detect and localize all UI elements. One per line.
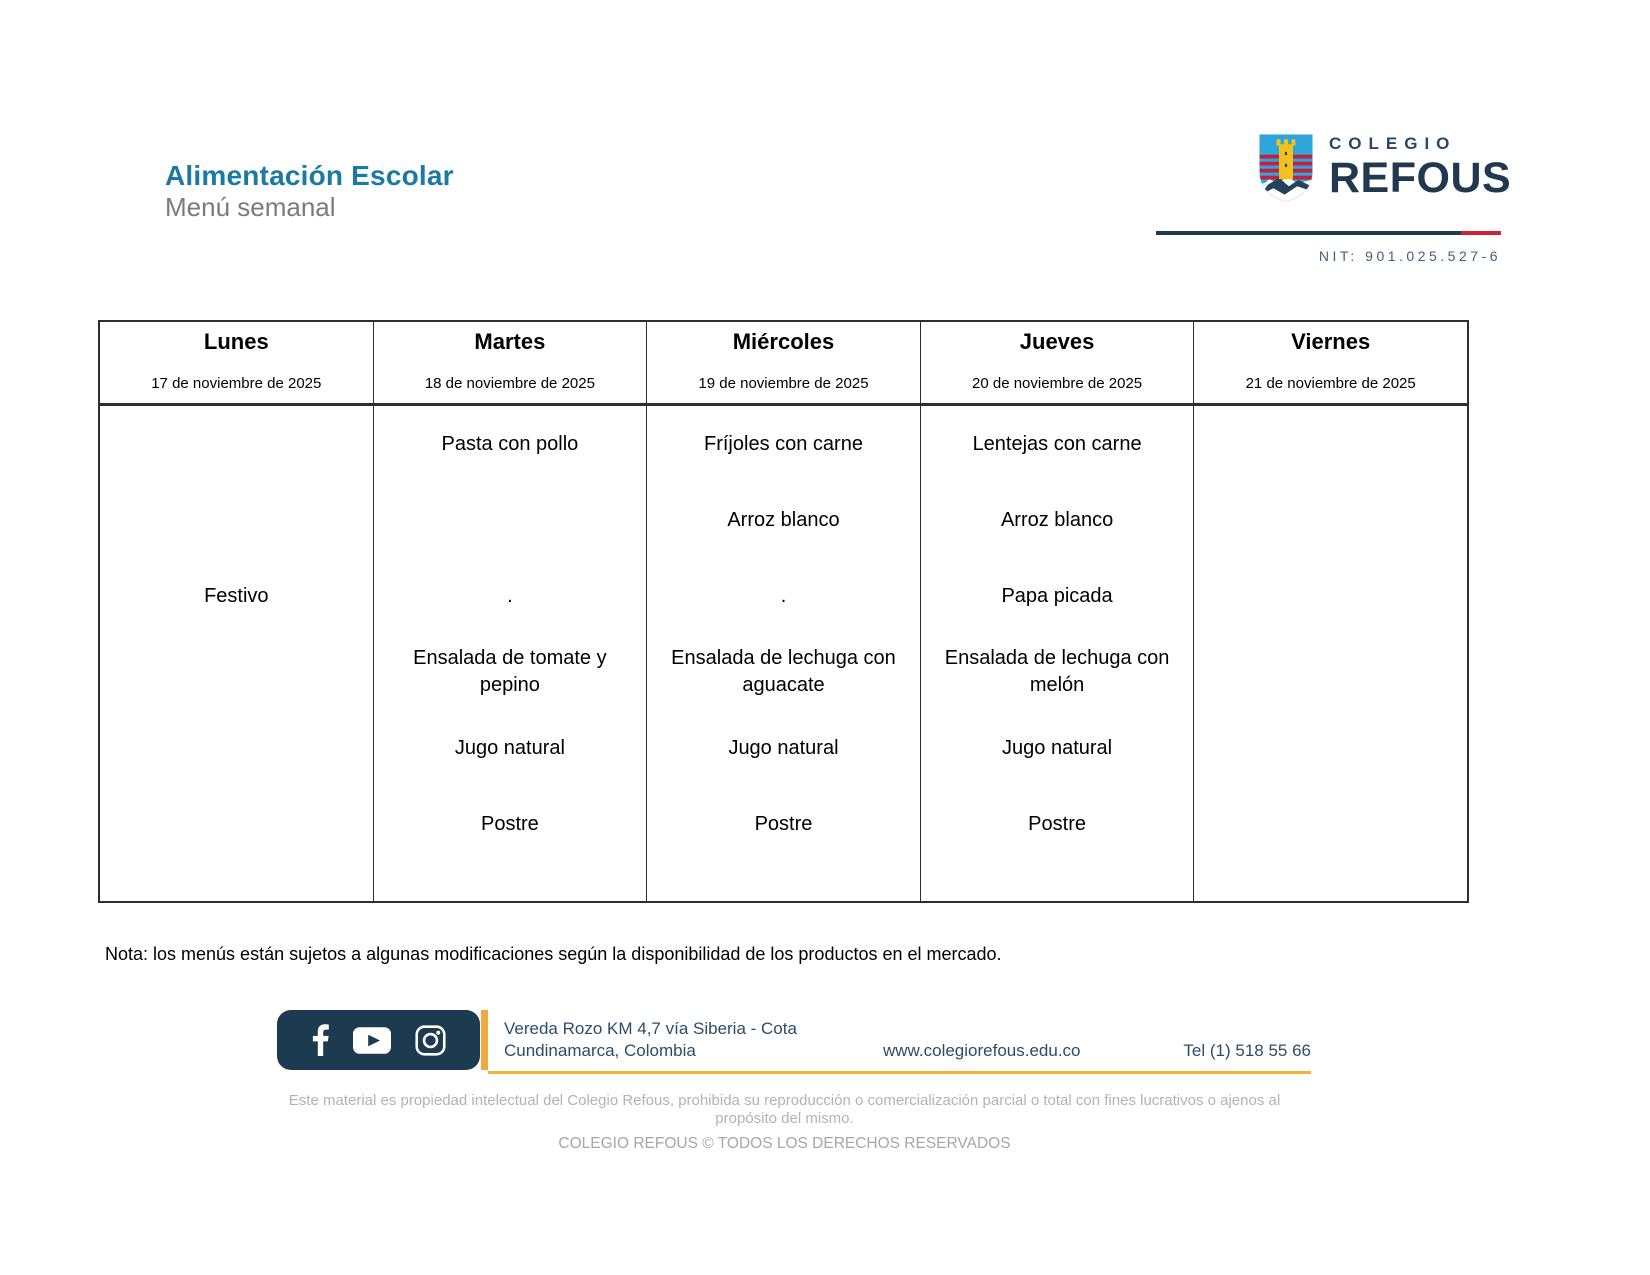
day-column (920, 322, 1194, 901)
brand-refous: REFOUS (1329, 154, 1512, 202)
logo-divider-rule (1156, 231, 1501, 235)
menu-item (100, 786, 373, 862)
day-name: Miércoles (732, 329, 835, 354)
menu-item (100, 634, 373, 710)
menu-item: . (507, 584, 513, 607)
menu-item: Arroz blanco (1000, 508, 1114, 531)
menu-item: Jugo natural (454, 736, 565, 759)
menu-table (98, 320, 1469, 903)
day-column (646, 322, 920, 901)
day-name: Viernes (1291, 329, 1371, 354)
day-column (1193, 322, 1467, 901)
menu-item: Pasta con pollo (441, 432, 579, 455)
day-name: Jueves (1019, 329, 1095, 354)
phone-number: Tel (1) 518 55 66 (1183, 1041, 1311, 1060)
menu-item (100, 406, 373, 482)
menu-item (100, 710, 373, 786)
page-subtitle: Menú semanal (165, 192, 336, 223)
note-text: Nota: los menús están sujetos a algunas modificaciones según la disponibilidad de los productos en el mercado. (105, 944, 1002, 964)
footer-gold-strip (481, 1010, 488, 1070)
menu-item: Lentejas con carne (972, 432, 1142, 455)
day-column (100, 322, 373, 901)
menu-item: Postre (754, 812, 813, 835)
nit-number: NIT: 901.025.527-6 (1318, 248, 1501, 264)
day-name: Lunes (203, 329, 269, 354)
day-date: 17 de noviembre de 2025 (151, 374, 322, 392)
facebook-icon[interactable] (312, 1024, 329, 1056)
school-logo (1258, 132, 1511, 204)
menu-item: Fríjoles con carne (704, 432, 863, 455)
menu-item (1194, 710, 1467, 786)
menu-item: Ensalada de lechuga con melón (944, 647, 1170, 696)
logo-divider-red-segment (1461, 231, 1501, 235)
address-line2: Cundinamarca, Colombia (504, 1041, 696, 1060)
day-menu-cell (1194, 406, 1467, 901)
page-title: Alimentación Escolar (165, 160, 454, 191)
social-links-bar (277, 1010, 480, 1070)
youtube-icon[interactable] (353, 1027, 391, 1054)
day-menu-cell (647, 406, 920, 901)
day-name: Martes (474, 329, 546, 354)
title-block (165, 160, 454, 221)
copyright-line1: Este material es propiedad intelectual del Colegio Refous, prohibida su reproducción o comercialización parcial o total con fines lucrativos o ajenos al propósito del mismo. (288, 1092, 1281, 1127)
footer-gold-rule (488, 1071, 1311, 1074)
menu-item (374, 482, 647, 558)
menu-item (1194, 406, 1467, 482)
school-address (504, 1018, 797, 1062)
copyright-line2: COLEGIO REFOUS © TODOS LOS DERECHOS RESERVADOS (558, 1135, 1011, 1152)
brand-text (1329, 132, 1511, 200)
day-date: 19 de noviembre de 2025 (698, 374, 869, 392)
day-header-cell (100, 322, 373, 406)
menu-item (1194, 482, 1467, 558)
day-header-cell (921, 322, 1194, 406)
brand-colegio: COLEGIO (1329, 134, 1457, 153)
website-link[interactable]: www.colegiorefous.edu.co (883, 1041, 1081, 1060)
menu-item: Jugo natural (728, 736, 839, 759)
day-date: 21 de noviembre de 2025 (1245, 374, 1416, 392)
menu-item (1194, 786, 1467, 862)
menu-item: Jugo natural (1002, 736, 1113, 759)
menu-item: Ensalada de tomate y pepino (413, 647, 607, 696)
day-date: 18 de noviembre de 2025 (424, 374, 595, 392)
day-header-cell (647, 322, 920, 406)
menu-item (100, 482, 373, 558)
menu-item: Postre (1028, 812, 1086, 835)
menu-item: . (780, 584, 787, 607)
menu-item: Arroz blanco (727, 508, 840, 531)
day-header-cell (1194, 322, 1467, 406)
day-menu-cell (100, 406, 373, 901)
copyright-block (259, 1092, 1310, 1154)
shield-crest-icon (1258, 132, 1314, 204)
menu-item (1194, 634, 1467, 710)
day-header-cell (374, 322, 647, 406)
menu-item: Postre (480, 812, 539, 835)
menu-item: Papa picada (1001, 584, 1113, 607)
address-line1: Vereda Rozo KM 4,7 vía Siberia - Cota (504, 1019, 797, 1038)
menu-item: Ensalada de lechuga con aguacate (671, 647, 896, 696)
day-menu-cell (374, 406, 647, 901)
menu-item (1194, 558, 1467, 634)
day-menu-cell (921, 406, 1194, 901)
menu-item: Festivo (204, 584, 269, 607)
day-date: 20 de noviembre de 2025 (972, 374, 1143, 392)
instagram-icon[interactable] (415, 1025, 446, 1056)
day-column (373, 322, 647, 901)
